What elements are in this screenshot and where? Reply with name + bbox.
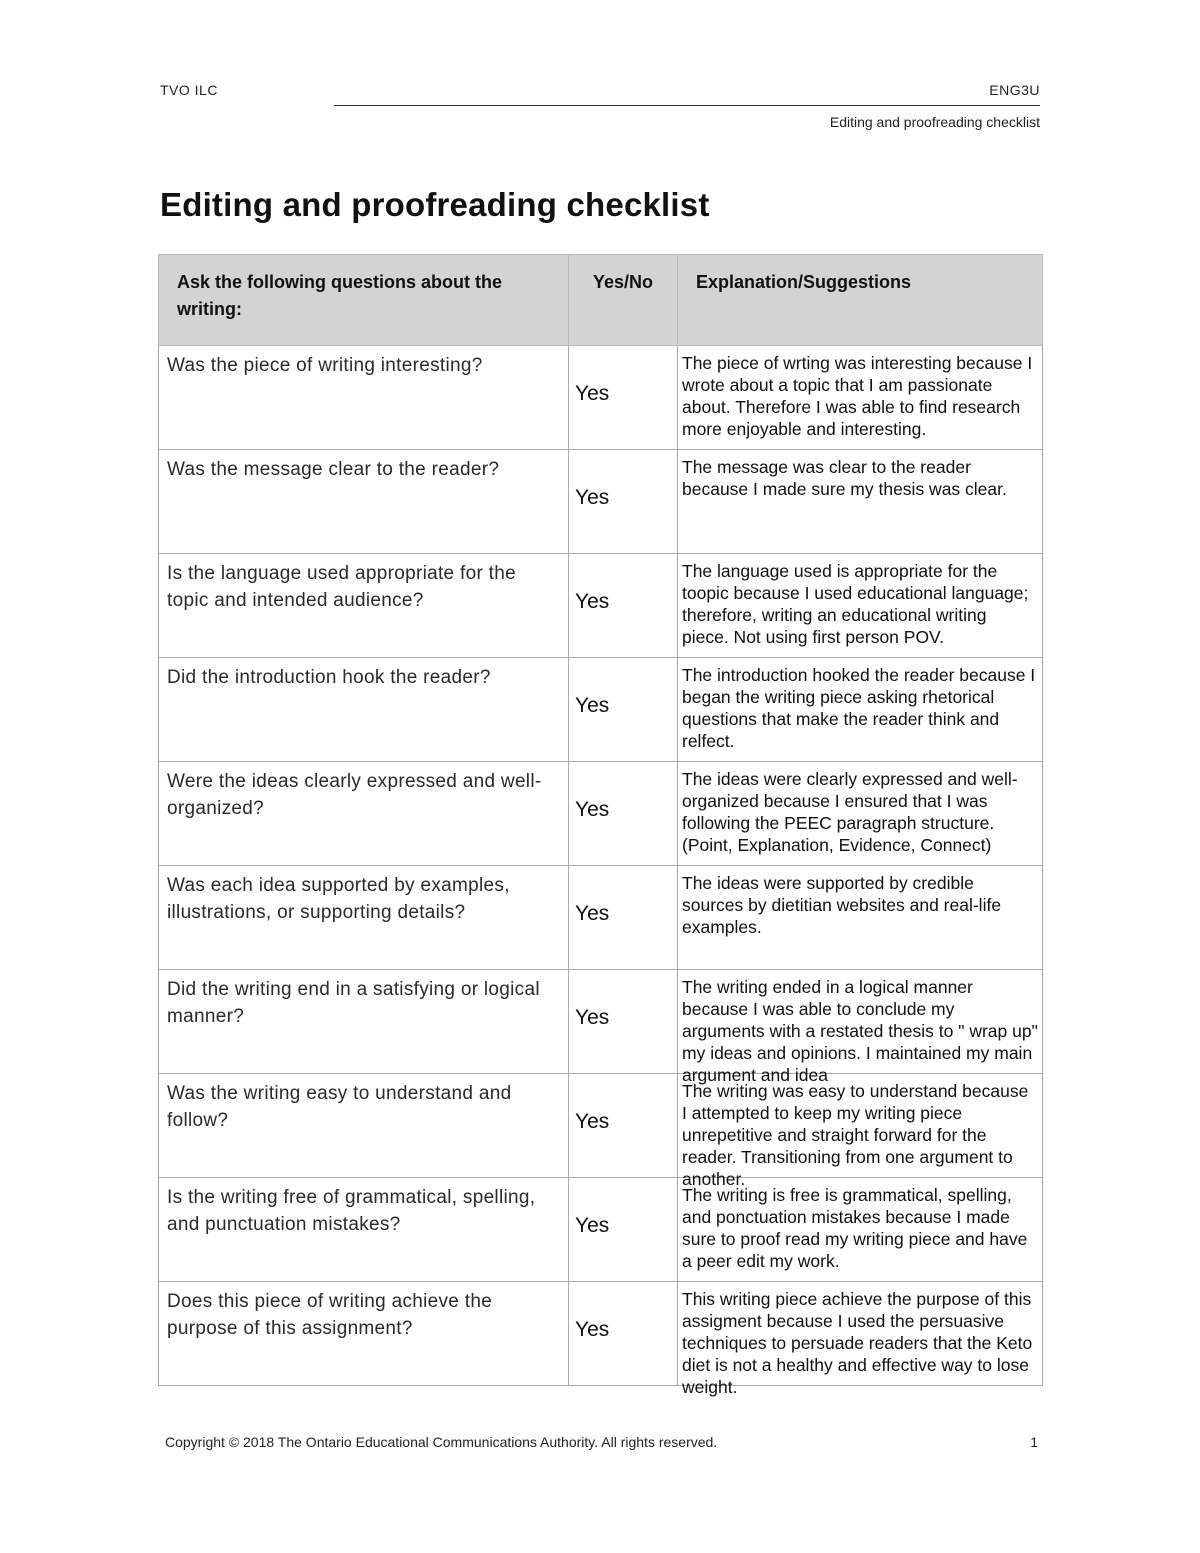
explanation-cell <box>678 866 1043 970</box>
header-question: Ask the following questions about the writing: <box>159 255 569 346</box>
explanation-text: The ideas were supported by credible sources by dietitian websites and real-life examples. <box>682 873 1002 937</box>
question-cell <box>159 970 569 1074</box>
table-row <box>159 1282 1043 1386</box>
answer-cell <box>569 554 678 658</box>
question-cell <box>159 346 569 450</box>
header-divider <box>334 105 1040 106</box>
question-text: Was each idea supported by examples, illustrations, or supporting details? <box>167 875 510 923</box>
answer-text: Yes <box>575 902 610 925</box>
question-text: Is the language used appropriate for the topic and intended audience? <box>167 563 516 611</box>
question-text: Was the writing easy to understand and follow? <box>167 1083 512 1131</box>
answer-cell <box>569 346 678 450</box>
answer-text: Yes <box>575 1110 610 1133</box>
explanation-cell <box>678 450 1043 554</box>
explanation-text: The message was clear to the reader because I made sure my thesis was clear. <box>682 457 1007 499</box>
question-text: Does this piece of writing achieve the purpose of this assignment? <box>167 1291 493 1339</box>
explanation-cell <box>678 554 1043 658</box>
answer-cell <box>569 1074 678 1178</box>
table-row <box>159 1178 1043 1282</box>
header-course-code: ENG3U <box>989 82 1040 98</box>
question-cell <box>159 1282 569 1386</box>
explanation-text: The language used is appropriate for the toopic because I used educational language; therefore, writing an educational writing piece. Not using first person POV. <box>682 561 1029 647</box>
question-cell <box>159 658 569 762</box>
answer-text: Yes <box>575 382 610 405</box>
table-row <box>159 762 1043 866</box>
question-cell <box>159 762 569 866</box>
table-row <box>159 658 1043 762</box>
answer-text: Yes <box>575 798 610 821</box>
explanation-text: The writing is free is grammatical, spelling, and ponctuation mistakes because I made sure to proof read my writing piece and have a peer edit my work. <box>682 1185 1028 1271</box>
answer-cell <box>569 450 678 554</box>
copyright-notice: Copyright © 2018 The Ontario Educational Communications Authority. All rights reserved. <box>165 1434 718 1450</box>
header-org: TVO ILC <box>160 82 218 98</box>
explanation-text: The writing was easy to understand because I attempted to keep my writing piece unrepetitive and straight forward for the reader. Transitioning from one argument to another. <box>682 1081 1029 1189</box>
explanation-text: The piece of wrting was interesting because I wrote about a topic that I am passionate about. Therefore I was able to find research more enjoyable and interesting. <box>682 353 1033 439</box>
question-cell <box>159 450 569 554</box>
answer-text: Yes <box>575 486 610 509</box>
answer-text: Yes <box>575 1318 610 1341</box>
header-yes-no: Yes/No <box>569 255 678 346</box>
answer-cell <box>569 1178 678 1282</box>
explanation-text: This writing piece achieve the purpose of this assigment because I used the persuasive techniques to persuade readers that the Keto diet is not a healthy and effective way to lose weight. <box>682 1289 1033 1397</box>
explanation-cell <box>678 1178 1043 1282</box>
question-cell <box>159 554 569 658</box>
question-text: Is the writing free of grammatical, spelling, and punctuation mistakes? <box>167 1187 536 1235</box>
answer-text: Yes <box>575 590 610 613</box>
explanation-text: The writing ended in a logical manner because I was able to conclude my arguments with a restated thesis to " wrap up" my ideas and opinions. I maintained my main argument and idea <box>682 977 1038 1085</box>
explanation-cell <box>678 1282 1043 1397</box>
explanation-cell <box>678 658 1043 762</box>
question-text: Were the ideas clearly expressed and well-organized? <box>167 771 542 819</box>
question-cell <box>159 1178 569 1282</box>
table-row <box>159 866 1043 970</box>
explanation-cell <box>678 762 1043 866</box>
table-header-row <box>159 255 1043 346</box>
question-text: Did the introduction hook the reader? <box>167 667 491 688</box>
header-subtitle: Editing and proofreading checklist <box>829 114 1040 130</box>
question-cell <box>159 1074 569 1178</box>
header-explanation: Explanation/Suggestions <box>678 255 1043 346</box>
page-title: Editing and proofreading checklist <box>160 186 710 223</box>
table-row <box>159 346 1043 450</box>
answer-cell <box>569 658 678 762</box>
explanation-cell <box>678 1074 1043 1189</box>
explanation-text: The introduction hooked the reader because I began the writing piece asking rhetorical questions that make the reader think and relfect. <box>682 665 1036 751</box>
table-row <box>159 554 1043 658</box>
answer-text: Yes <box>575 1214 610 1237</box>
table-row <box>159 970 1043 1074</box>
answer-cell <box>569 970 678 1074</box>
page-number: 1 <box>1030 1434 1038 1450</box>
table-row <box>159 1074 1043 1178</box>
answer-text: Yes <box>575 694 610 717</box>
checklist-table <box>158 254 1043 1397</box>
explanation-text: The ideas were clearly expressed and well-organized because I ensured that I was following the PEEC paragraph structure. (Point, Explanation, Evidence, Connect) <box>682 769 1018 855</box>
question-text: Was the message clear to the reader? <box>167 459 500 480</box>
answer-cell <box>569 1282 678 1386</box>
question-text: Did the writing end in a satisfying or logical manner? <box>167 979 540 1027</box>
explanation-cell <box>678 346 1043 450</box>
question-cell <box>159 866 569 970</box>
answer-cell <box>569 866 678 970</box>
answer-text: Yes <box>575 1006 610 1029</box>
table-row <box>159 450 1043 554</box>
question-text: Was the piece of writing interesting? <box>167 355 483 376</box>
answer-cell <box>569 762 678 866</box>
explanation-cell <box>678 970 1043 1085</box>
